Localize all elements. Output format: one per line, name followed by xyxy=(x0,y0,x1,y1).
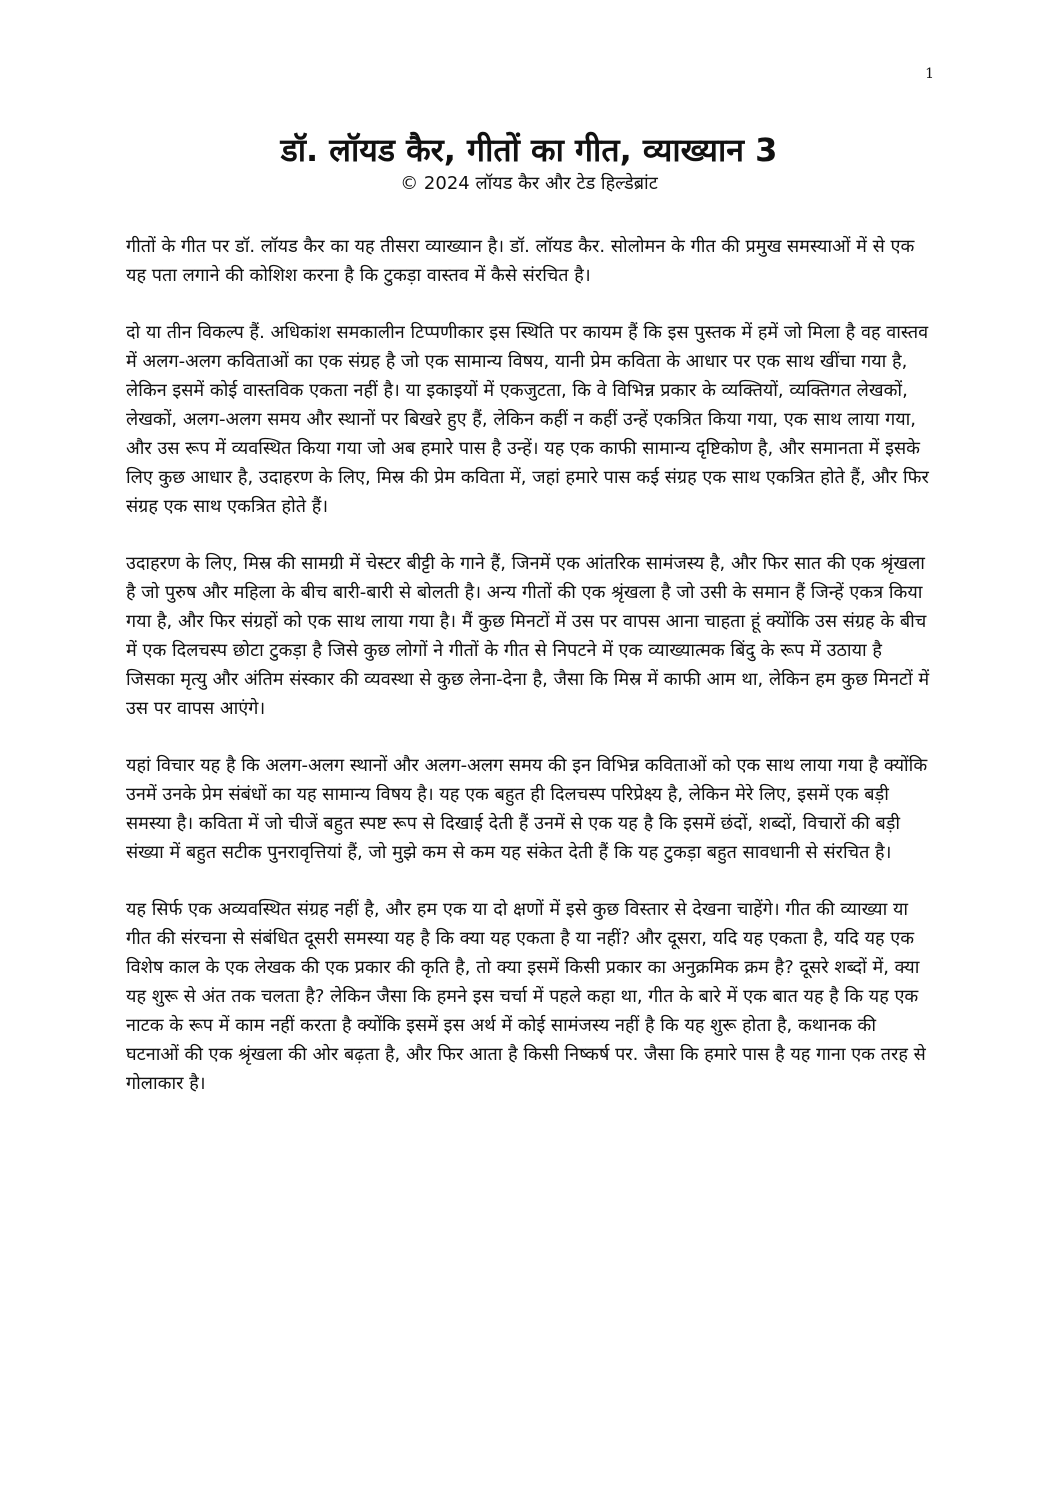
document-title: डॉ. लॉयड कैर, गीतों का गीत, व्याख्यान 3 xyxy=(280,131,778,169)
paragraph: यह सिर्फ एक अव्यवस्थित संग्रह नहीं है, और हम एक या दो क्षणों में इसे कुछ विस्तार से देखना चाहेंगे। गीत की व्याख्या या गीत की संरचना से संबंधित दूसरी समस्या यह है कि क्या यह एकता है या नहीं? और दूसरा, यदि यह एकता है, यदि यह एक विशेष काल के एक लेखक की एक प्रकार की कृति है, तो क्या इसमें किसी प्रकार का अनुक्रमिक क्रम है? दूसरे शब्दों में, क्या यह शुरू से अंत तक चलता है? लेकिन जैसा कि हमने इस चर्चा में पहले कहा था, गीत के बारे में एक बात यह है कि यह एक नाटक के रूप में काम नहीं करता है क्योंकि इसमें इस अर्थ में कोई सामंजस्य नहीं है कि यह शुरू होता है, कथानक की घटनाओं की एक श्रृंखला की ओर बढ़ता है, और फिर आता है किसी निष्कर्ष पर. जैसा कि हमारे पास है यह गाना एक तरह से गोलाकार है। xyxy=(126,899,926,1094)
paragraph: उदाहरण के लिए, मिस्र की सामग्री में चेस्टर बीट्टी के गाने हैं, जिनमें एक आंतरिक सामंजस्य है, और फिर सात की एक श्रृंखला है जो पुरुष और महिला के बीच बारी-बारी से बोलती है। अन्य गीतों की एक श्रृंखला है जो उसी के समान हैं जिन्हें एकत्र किया गया है, और फिर संग्रहों को एक साथ लाया गया है। मैं कुछ मिनटों में उस पर वापस आना चाहता हूं क्योंकि उस संग्रह के बीच में एक दिलचस्प छोटा टुकड़ा है जिसे कुछ लोगों ने गीतों के गीत से निपटने में एक व्याख्यात्मक बिंदु के रूप में उठाया है जिसका मृत्यु और अंतिम संस्कार की व्यवस्था से कुछ लेना-देना है, जैसा कि मिस्र में काफी आम था, लेकिन हम कुछ मिनटों में उस पर वापस आएंगे। xyxy=(126,553,930,719)
copyright-line: © 2024 लॉयड कैर और टेड हिल्डेब्रांट xyxy=(400,173,658,194)
paragraph: दो या तीन विकल्प हैं. अधिकांश समकालीन टिप्पणीकार इस स्थिति पर कायम हैं कि इस पुस्तक में हमें जो मिला है वह वास्तव में अलग-अलग कविताओं का एक संग्रह है जो एक सामान्य विषय, यानी प्रेम कविता के आधार पर एक साथ खींचा गया है, लेकिन इसमें कोई वास्तविक एकता नहीं है। या इकाइयों में एकजुटता, कि वे विभिन्न प्रकार के व्यक्तियों, व्यक्तिगत लेखकों, लेखकों, अलग-अलग समय और स्थानों पर बिखरे हुए हैं, लेकिन कहीं न कहीं उन्हें एकत्रित किया गया, एक साथ लाया गया, और उस रूप में व्यवस्थित किया गया जो अब हमारे पास है उन्हें। यह एक काफी सामान्य दृष्टिकोण है, और समानता में इसके लिए कुछ आधार है, उदाहरण के लिए, मिस्र की प्रेम कविता में, जहां हमारे पास कई संग्रह एक साथ एकत्रित होते हैं, और फिर संग्रह एक साथ एकत्रित होते हैं। xyxy=(126,322,929,517)
paragraph: गीतों के गीत पर डॉ. लॉयड कैर का यह तीसरा व्याख्यान है। डॉ. लॉयड कैर. सोलोमन के गीत की प्रमुख समस्याओं में से एक यह पता लगाने की कोशिश करना है कि टुकड़ा वास्तव में कैसे संरचित है। xyxy=(126,236,915,286)
paragraph: यहां विचार यह है कि अलग-अलग स्थानों और अलग-अलग समय की इन विभिन्न कविताओं को एक साथ लाया गया है क्योंकि उनमें उनके प्रेम संबंधों का यह सामान्य विषय है। यह एक बहुत ही दिलचस्प परिप्रेक्ष्य है, लेकिन मेरे लिए, इसमें एक बड़ी समस्या है। कविता में जो चीजें बहुत स्पष्ट रूप से दिखाई देती हैं उनमें से एक यह है कि इसमें छंदों, शब्दों, विचारों की बड़ी संख्या में बहुत सटीक पुनरावृत्तियां हैं, जो मुझे कम से कम यह संकेत देती हैं कि यह टुकड़ा बहुत सावधानी से संरचित है। xyxy=(126,755,928,863)
page-number: 1 xyxy=(925,66,934,82)
document-body xyxy=(126,232,934,1126)
document-header xyxy=(0,128,1058,196)
